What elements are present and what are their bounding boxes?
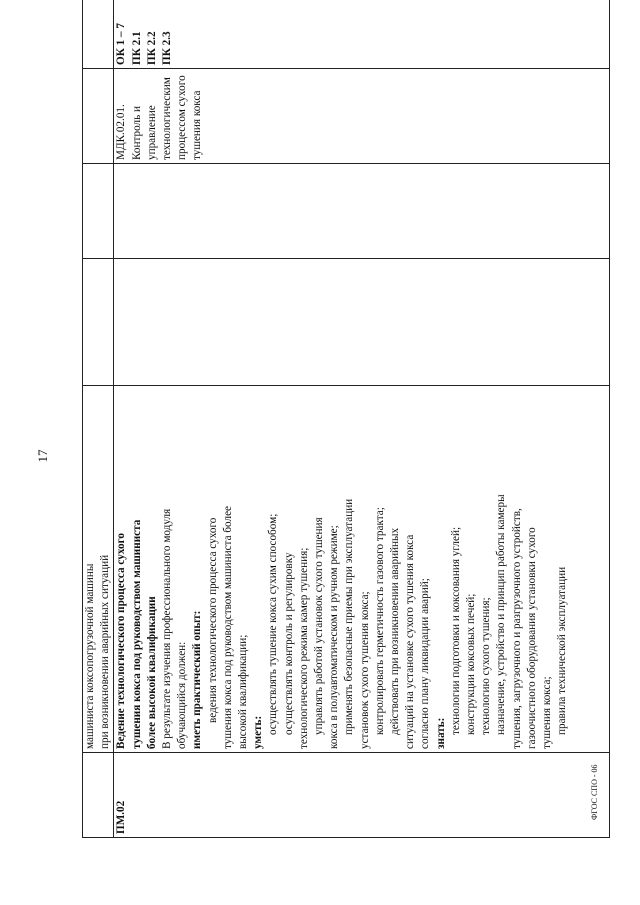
- practice-line: тушения кокса под руководством машиниста более: [221, 506, 234, 749]
- knowledge-line: газоочистного оборудования установки сухого: [525, 527, 538, 749]
- skill-line: согласно плану ликвидации аварий;: [419, 578, 432, 749]
- table-cell: [83, 259, 114, 386]
- skill-line: действовать при возникновении аварийных: [389, 527, 402, 735]
- knowledge-heading: знать:: [434, 717, 447, 749]
- knowledge-line: технологию сухого тушения;: [480, 597, 493, 735]
- module-title-line: более высокой квалификации: [145, 596, 158, 749]
- table-cell: [114, 164, 610, 259]
- top-row-line-2: при возникновении аварийных ситуаций: [99, 554, 112, 749]
- mdk-line: процессом сухого: [176, 75, 189, 160]
- footer-label: ФГОС СПО - 06: [590, 764, 599, 820]
- module-description: [114, 386, 610, 753]
- knowledge-line: технологии подготовки и коксования углей;: [449, 526, 462, 735]
- table-cell: [114, 259, 610, 386]
- module-code: ПМ.02: [114, 753, 610, 838]
- skill-line: установок сухого тушения кокса;: [358, 591, 371, 749]
- top-row-line-1: машиниста коксопогрузочной машины: [84, 563, 96, 749]
- skill-line: осуществлять тушение кокса сухим способом;: [267, 513, 280, 735]
- knowledge-line: правила технической эксплуатации: [556, 566, 569, 735]
- table-cell: [83, 0, 114, 69]
- top-row-cell: [83, 386, 114, 753]
- knowledge-line: назначение, устройство и принцип работы камеры: [495, 494, 508, 735]
- curriculum-table: [82, 0, 610, 838]
- table-cell: [83, 753, 114, 838]
- module-title-line: Ведение технологического процесса сухого: [115, 533, 128, 749]
- competency: ПК 2.1: [130, 31, 143, 65]
- table-row: [114, 0, 610, 838]
- mdk-line: тушения кокса: [191, 90, 204, 160]
- competency: ОК 1 – 7: [115, 23, 128, 65]
- competencies-cell: [114, 0, 610, 69]
- mdk-code: МДК.02.01.: [115, 104, 128, 160]
- table-cell: [83, 164, 114, 259]
- skill-line: контролировать герметичность газового тракта;: [373, 507, 386, 735]
- knowledge-line: тушения, загрузочного и разгрузочного устройств,: [510, 508, 523, 749]
- skills-heading: уметь:: [252, 715, 265, 749]
- mdk-line: технологическим: [161, 77, 174, 160]
- table-cell: [83, 69, 114, 164]
- mdk-cell: [114, 69, 610, 164]
- practice-line: высокой квалификации;: [237, 634, 250, 749]
- skill-line: управлять работой установок сухого тушения: [313, 517, 326, 735]
- competency: ПК 2.3: [161, 31, 174, 65]
- intro-line: В результате изучения профессионального модуля: [161, 508, 174, 749]
- mdk-line: Контроль и управление: [130, 105, 158, 160]
- practice-heading: иметь практический опыт:: [191, 610, 204, 749]
- skill-line: ситуаций на установке сухого тушения кокса: [404, 534, 417, 749]
- skill-line: осуществлять контроль и регулировку: [282, 552, 295, 735]
- skill-line: технологического режима камер тушения;: [297, 547, 310, 749]
- knowledge-line: тушения кокса;: [541, 676, 554, 749]
- intro-line: обучающийся должен:: [176, 641, 189, 749]
- page-number: 17: [35, 449, 50, 463]
- skill-line: кокса в полуавтоматическом и ручном режиме;: [328, 525, 341, 749]
- knowledge-line: конструкции коксовых печей;: [465, 593, 478, 735]
- rotated-table-page: [82, 18, 610, 838]
- module-title-line: тушения кокса под руководством машиниста: [130, 519, 143, 749]
- practice-line: ведения технологического процесса сухого: [206, 517, 219, 723]
- table-row: [83, 0, 114, 838]
- skill-line: применять безопасные приемы при эксплуатации: [343, 498, 356, 735]
- competency: ПК 2.2: [145, 31, 158, 65]
